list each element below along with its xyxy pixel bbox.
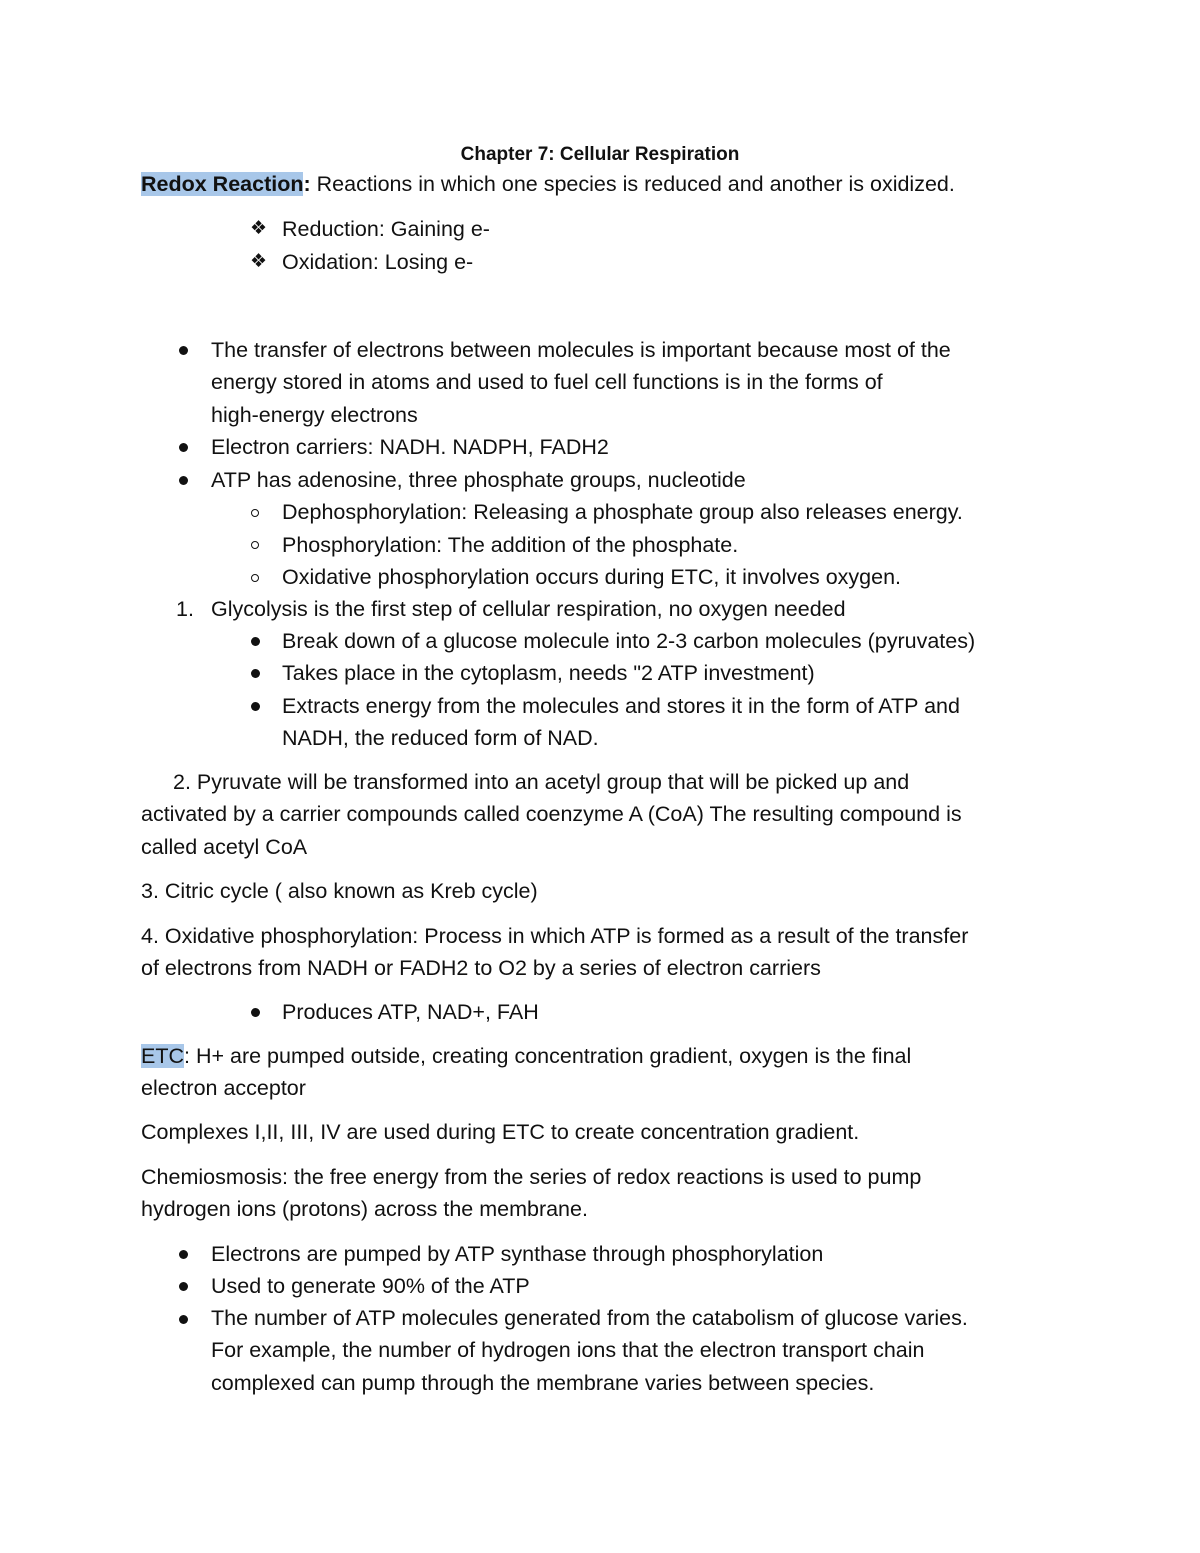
pyruvate-line3: called acetyl CoA [141, 835, 308, 859]
glycolysis-sub-3-line2: NADH, the reduced form of NAD. [282, 726, 599, 750]
etc-definition: : H+ are pumped outside, creating concentration gradient, oxygen is the final [184, 1044, 912, 1068]
bullet-dot-icon [251, 637, 260, 646]
bullet-dot-icon [179, 1315, 188, 1324]
bullet-circle-icon [251, 509, 259, 517]
atp-number-line1: The number of ATP molecules generated from the catabolism of glucose varies. [211, 1306, 968, 1330]
chemiosmosis-line2: hydrogen ions (protons) across the membrane. [141, 1197, 588, 1221]
oxidative-phosphorylation-text: Oxidative phosphorylation occurs during ETC, it involves oxygen. [282, 565, 902, 589]
bullet-dot-icon [179, 1250, 188, 1259]
redox-definition: Reactions in which one species is reduced and another is oxidized. [310, 172, 955, 196]
reduction-item: Reduction: Gaining e- [282, 217, 490, 241]
etc-line2: electron acceptor [141, 1076, 306, 1100]
citric-cycle-text: 3. Citric cycle ( also known as Kreb cycle) [141, 879, 538, 903]
dephosphorylation-text: Dephosphorylation: Releasing a phosphate group also releases energy. [282, 500, 963, 524]
pyruvate-line1: 2. Pyruvate will be transformed into an acetyl group that will be picked up and [173, 770, 910, 794]
glycolysis-sub-2: Takes place in the cytoplasm, needs "2 ATP investment) [282, 661, 815, 685]
bullet-dot-icon [179, 346, 188, 355]
transfer-text-line3: high-energy electrons [211, 403, 418, 427]
etc-line1 [141, 1042, 911, 1070]
atp-number-line2: For example, the number of hydrogen ions that the electron transport chain [211, 1338, 925, 1362]
transfer-text-line2: energy stored in atoms and used to fuel cell functions is in the forms of [211, 370, 883, 394]
redox-definition-line [141, 170, 955, 198]
complexes-text: Complexes I,II, III, IV are used during ETC to create concentration gradient. [141, 1120, 860, 1144]
page-title: Chapter 7: Cellular Respiration [460, 144, 740, 165]
glycolysis-number: 1. [176, 597, 194, 621]
glycolysis-sub-1: Break down of a glucose molecule into 2-3 carbon molecules (pyruvates) [282, 629, 976, 653]
bullet-dot-icon [251, 702, 260, 711]
oxphos-line1: 4. Oxidative phosphorylation: Process in which ATP is formed as a result of the transfer [141, 924, 969, 948]
glycolysis-text: Glycolysis is the first step of cellular respiration, no oxygen needed [211, 597, 846, 621]
carriers-text: Electron carriers: NADH. NADPH, FADH2 [211, 435, 609, 459]
bullet-dot-icon [179, 476, 188, 485]
redox-colon: : [303, 172, 311, 196]
bullet-circle-icon [251, 541, 259, 549]
redox-term: Redox Reaction [141, 172, 304, 196]
atp-synthase-text: Electrons are pumped by ATP synthase through phosphorylation [211, 1242, 824, 1266]
bullet-circle-icon [251, 574, 259, 582]
generate-atp-text: Used to generate 90% of the ATP [211, 1274, 530, 1298]
bullet-dot-icon [251, 669, 260, 678]
produces-text: Produces ATP, NAD+, FAH [282, 1000, 539, 1024]
bullet-dot-icon [251, 1008, 260, 1017]
chemiosmosis-line1: Chemiosmosis: the free energy from the series of redox reactions is used to pump [141, 1165, 922, 1189]
bullet-dot-icon [179, 443, 188, 452]
four-diamond-bullet-icon: ❖ [250, 218, 268, 239]
oxphos-line2: of electrons from NADH or FADH2 to O2 by a series of electron carriers [141, 956, 821, 980]
etc-term: ETC [141, 1044, 184, 1068]
oxidation-item: Oxidation: Losing e- [282, 250, 474, 274]
atp-text: ATP has adenosine, three phosphate groups, nucleotide [211, 468, 746, 492]
phosphorylation-text: Phosphorylation: The addition of the phosphate. [282, 533, 739, 557]
pyruvate-line2: activated by a carrier compounds called coenzyme A (CoA) The resulting compound is [141, 802, 962, 826]
atp-number-line3: complexed can pump through the membrane varies between species. [211, 1371, 875, 1395]
four-diamond-bullet-icon: ❖ [250, 251, 268, 272]
glycolysis-sub-3-line1: Extracts energy from the molecules and stores it in the form of ATP and [282, 694, 960, 718]
transfer-text-line1: The transfer of electrons between molecules is important because most of the [211, 338, 951, 362]
bullet-dot-icon [179, 1282, 188, 1291]
